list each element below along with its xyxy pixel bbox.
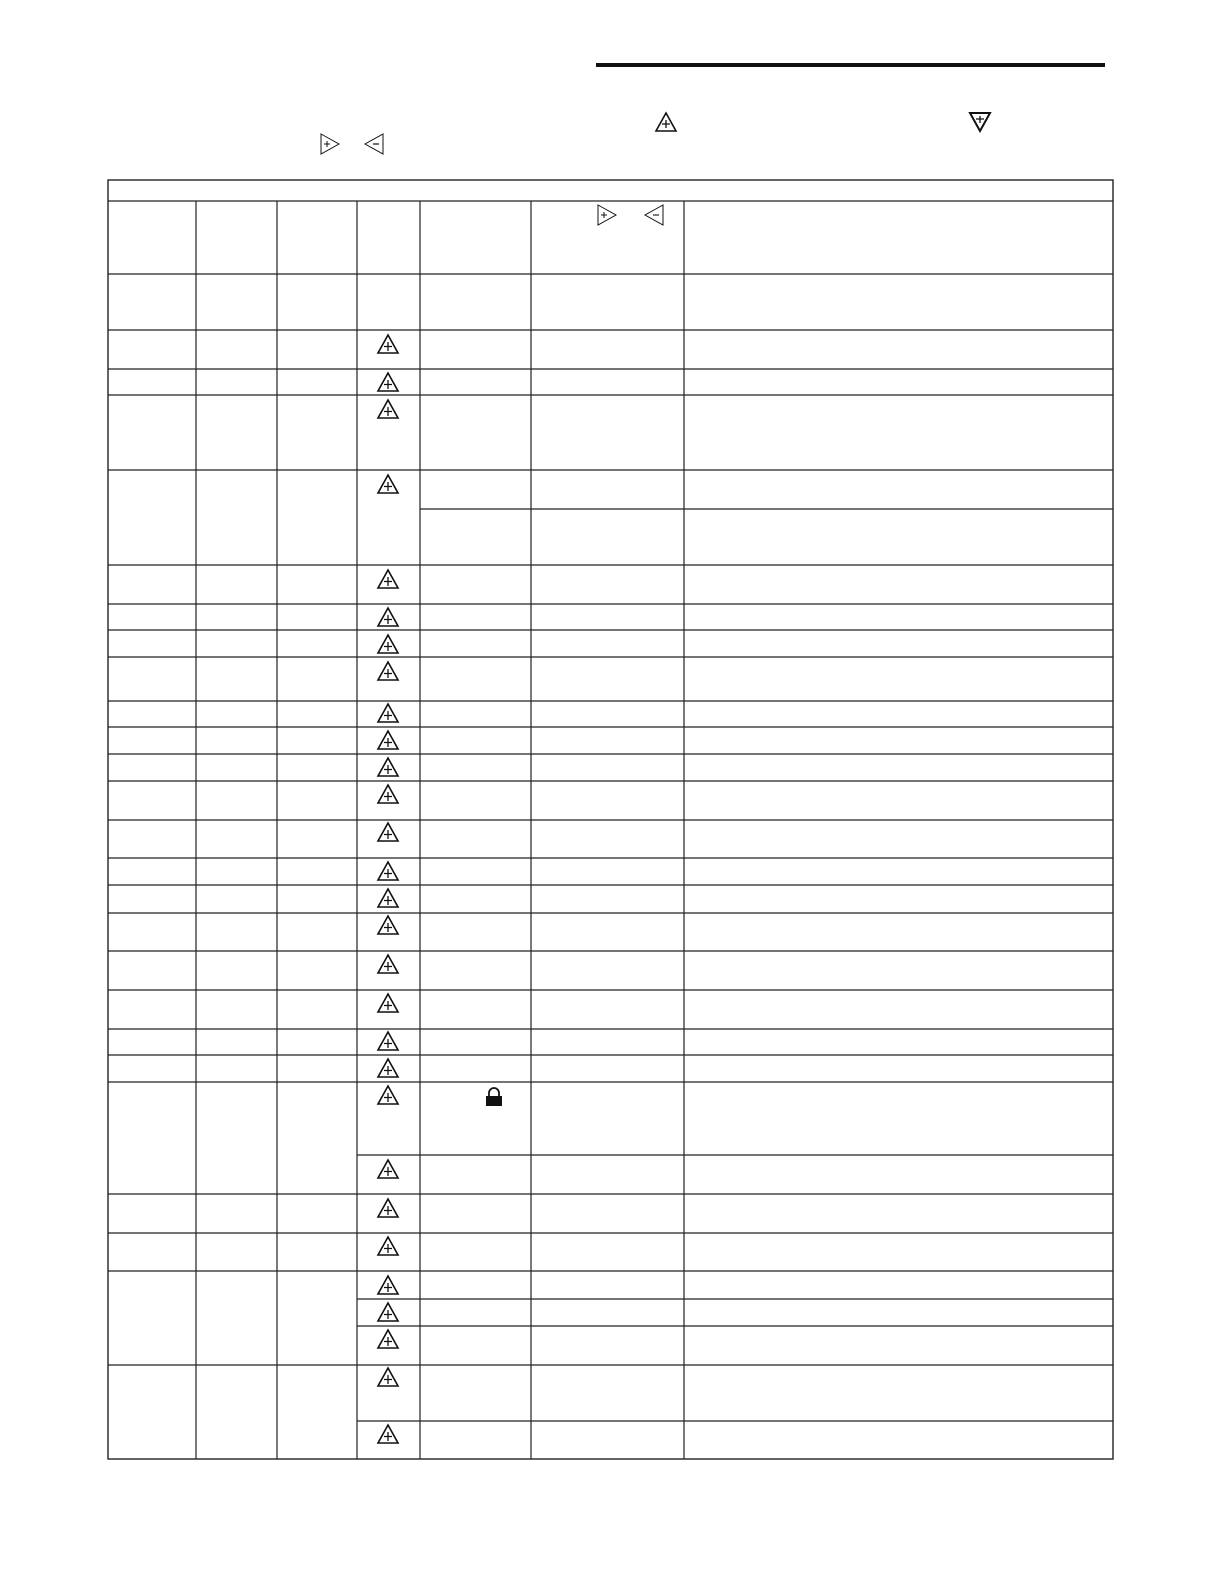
triangle-up-plus-icon [378,889,398,907]
triangle-up-plus-icon [378,955,398,973]
triangle-up-plus-icon [378,400,398,418]
triangle-up-plus-icon [378,1276,398,1294]
triangle-up-plus-icon [378,1368,398,1386]
triangle-up-plus-icon [378,662,398,680]
triangle-up-plus-icon [378,1059,398,1077]
triangle-up-plus-icon [378,823,398,841]
triangle-up-plus-icon [378,704,398,722]
triangle-up-plus-icon [378,1032,398,1050]
triangle-up-plus-icon [378,1199,398,1217]
padlock-icon [486,1088,502,1106]
triangle-up-plus-icon [378,994,398,1012]
triangle-up-plus-icon [378,1160,398,1178]
triangle-up-plus-icon [378,373,398,391]
triangle-left-minus-icon [645,205,663,225]
triangle-up-plus-icon [378,335,398,353]
triangle-up-plus-icon [378,475,398,493]
triangle-up-plus-icon [378,1303,398,1321]
triangle-up-plus-icon [378,731,398,749]
triangle-right-plus-icon [598,205,616,225]
triangle-up-plus-icon [378,758,398,776]
triangle-up-plus-icon [378,862,398,880]
triangle-up-plus-icon [378,1237,398,1255]
triangle-up-plus-icon [378,1425,398,1443]
triangle-up-plus-icon [378,608,398,626]
triangle-up-plus-icon [378,785,398,803]
triangle-up-plus-icon [378,570,398,588]
triangle-up-plus-icon [378,1330,398,1348]
triangle-up-plus-icon [378,916,398,934]
triangle-up-plus-icon [378,1086,398,1104]
triangle-up-plus-icon [378,635,398,653]
